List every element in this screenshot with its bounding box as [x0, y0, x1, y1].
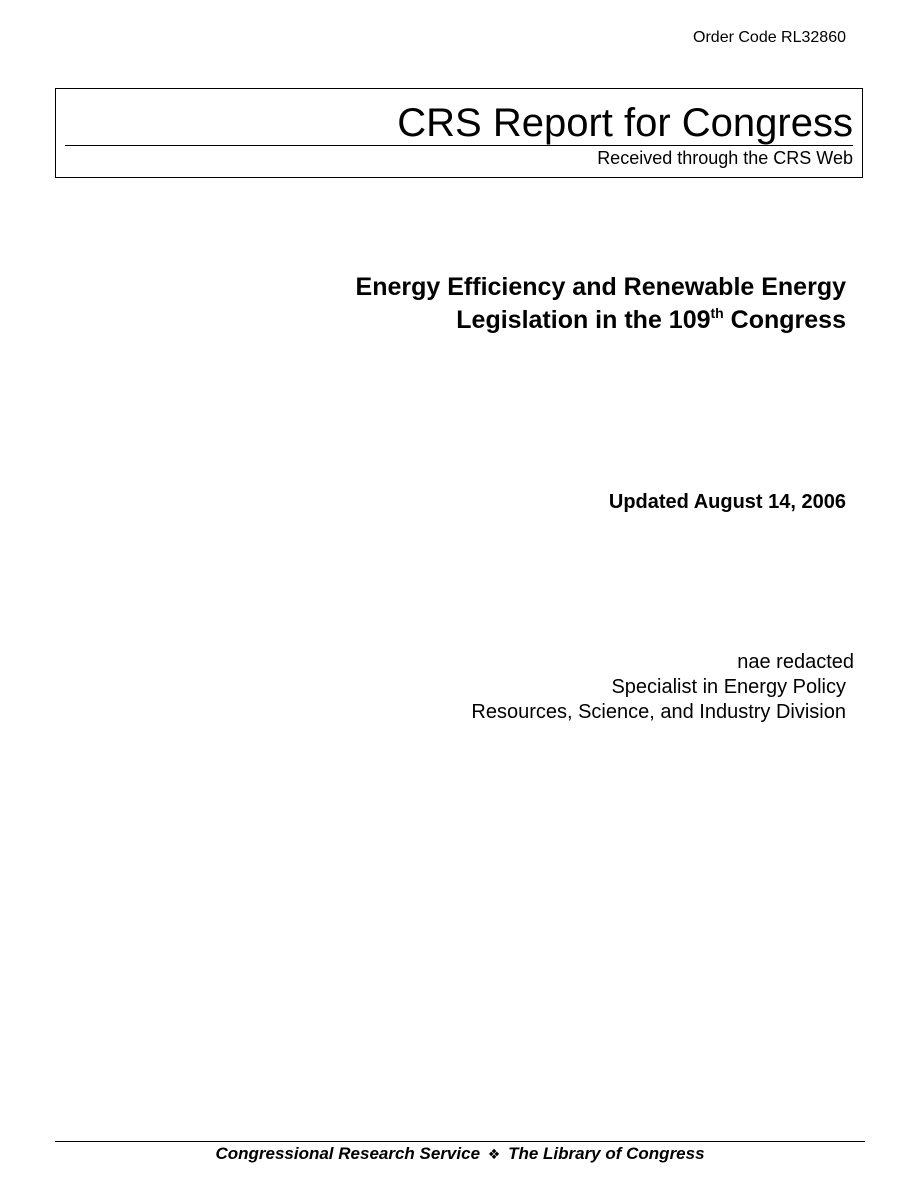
author-division: Resources, Science, and Industry Division — [471, 701, 846, 723]
author-block — [471, 650, 854, 725]
updated-date: Updated August 14, 2006 — [608, 491, 846, 513]
report-title-line-2 — [356, 304, 846, 337]
order-code: Order Code RL32860 — [693, 29, 846, 46]
author-role: Specialist in Energy Policy — [611, 676, 846, 698]
author-name: nae redacted — [737, 651, 854, 673]
banner-divider — [65, 145, 853, 146]
banner-title: CRS Report for Congress — [397, 101, 853, 145]
report-title-line-1: Energy Efficiency and Renewable Energy — [355, 273, 846, 301]
footer-crs: Congressional Research Service — [215, 1144, 481, 1163]
footer — [0, 1143, 920, 1165]
footer-divider — [55, 1141, 865, 1142]
report-banner — [55, 88, 863, 178]
report-title — [356, 271, 846, 337]
banner-subtitle: Received through the CRS Web — [597, 148, 853, 168]
diamond-separator-icon: ❖ — [487, 1146, 501, 1162]
title-line-2-tail: Congress — [723, 306, 846, 334]
ordinal-suffix: th — [710, 305, 724, 321]
footer-library: The Library of Congress — [508, 1144, 705, 1163]
title-line-2-text: Legislation in the 109 — [456, 306, 711, 334]
